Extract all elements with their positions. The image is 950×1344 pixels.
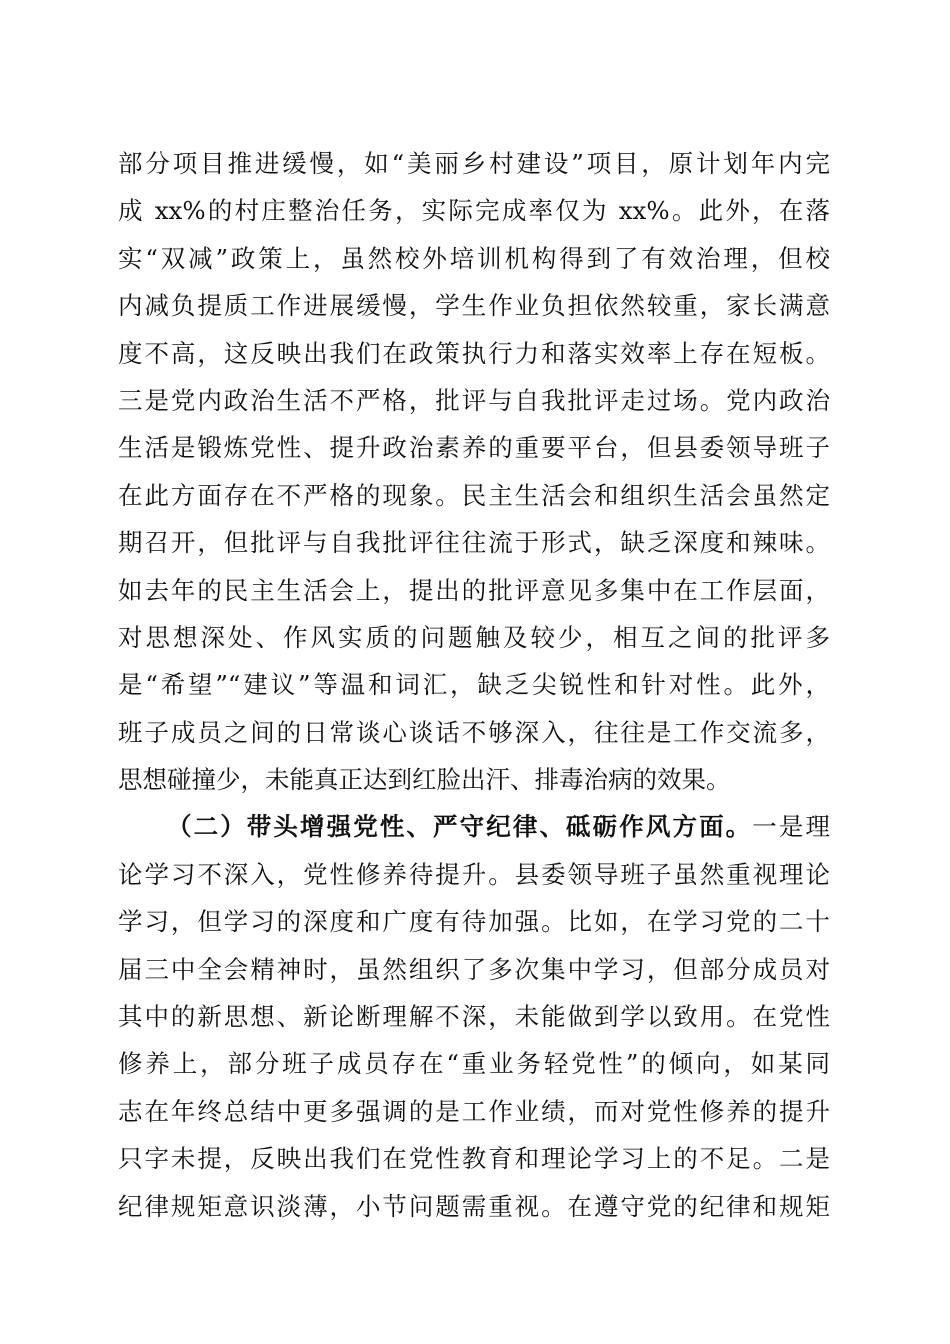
text-line: 是“希望”“建议”等温和词汇，缺乏尖锐性和针对性。此外，	[118, 670, 830, 700]
text-line: 成 xx%的村庄整治任务，实际完成率仅为 xx%。此外，在落	[118, 196, 830, 226]
text-line: 实“双减”政策上，虽然校外培训机构得到了有效治理，但校	[118, 243, 830, 273]
text-line: 思想碰撞少，未能真正达到红脸出汗、排毒治病的效果。	[118, 765, 731, 795]
text-line: 三是党内政治生活不严格，批评与自我批评走过场。党内政治	[118, 385, 830, 415]
text-line: 内减负提质工作进展缓慢，学生作业负担依然较重，家长满意	[118, 291, 830, 321]
text-line: 学习，但学习的深度和广度有待加强。比如，在学习党的二十	[118, 907, 830, 937]
text-line: 期召开，但批评与自我批评往往流于形式，缺乏深度和辣味。	[118, 528, 830, 558]
text-line: 届三中全会精神时，虽然组织了多次集中学习，但部分成员对	[118, 954, 830, 984]
section-heading-line	[118, 803, 830, 850]
text-line: 论学习不深入，党性修养待提升。县委领导班子虽然重视理论	[118, 859, 830, 889]
text-line: 对思想深处、作风实质的问题触及较少，相互之间的批评多	[118, 622, 830, 652]
text-line: 如去年的民主生活会上，提出的批评意见多集中在工作层面，	[118, 575, 830, 605]
text-line: 纪律规矩意识淡薄，小节问题需重视。在遵守党的纪律和规矩	[118, 1191, 830, 1221]
text-line: 其中的新思想、新论断理解不深，未能做到学以致用。在党性	[118, 1002, 830, 1032]
text-line: 只字未提，反映出我们在党性教育和理论学习上的不足。二是	[118, 1144, 830, 1174]
text-line: 修养上，部分班子成员存在“重业务轻党性”的倾向，如某同	[118, 1049, 830, 1079]
section-heading: （二）带头增强党性、严守纪律、砥砺作风方面。	[167, 812, 753, 842]
text-line: 度不高，这反映出我们在政策执行力和落实效率上存在短板。	[118, 338, 830, 368]
text-line: 在此方面存在不严格的现象。民主生活会和组织生活会虽然定	[118, 480, 830, 510]
document-body	[118, 140, 830, 1230]
text-line: 部分项目推进缓慢，如“美丽乡村建设”项目，原计划年内完	[118, 149, 830, 178]
section-heading-rest: 一是理	[752, 812, 831, 842]
text-line: 生活是锻炼党性、提升政治素养的重要平台，但县委领导班子	[118, 433, 830, 463]
text-line: 班子成员之间的日常谈心谈话不够深入，往往是工作交流多，	[118, 717, 830, 747]
text-line: 志在年终总结中更多强调的是工作业绩，而对党性修养的提升	[118, 1096, 830, 1126]
